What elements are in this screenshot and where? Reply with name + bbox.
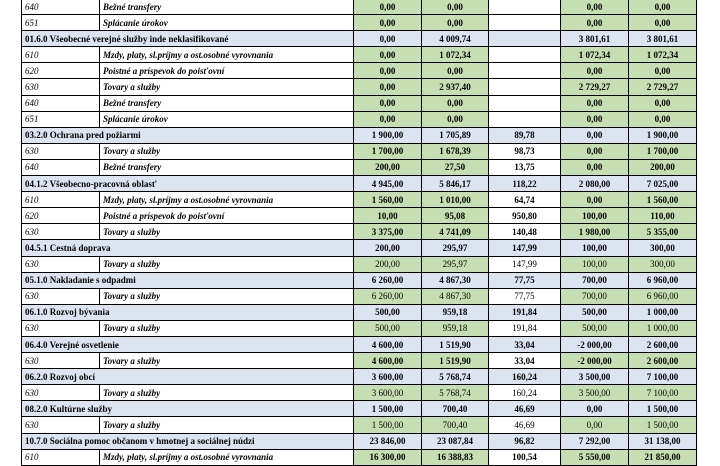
value-col-4: 3 500,00 [561,369,629,385]
value-col-3: 77,75 [489,288,561,304]
value-col-2: 0,00 [422,63,489,79]
budget-table-body [22,0,697,465]
item-code: 610 [22,192,100,208]
item-row [22,256,697,272]
value-col-2: 4 867,30 [422,288,489,304]
item-code: 640 [22,0,100,15]
section-label: 04.5.1 Cestná doprava [22,240,354,256]
item-code: 651 [22,15,100,31]
value-col-2: 1 678,39 [422,143,489,159]
value-col-5: 6 960,00 [629,288,697,304]
value-col-5: 110,00 [629,208,697,224]
value-col-1: 0,00 [354,111,422,127]
item-row [22,320,697,336]
value-col-1: 6 260,00 [354,272,422,288]
value-col-1: 1 500,00 [354,401,422,417]
value-col-1: 1 500,00 [354,417,422,433]
value-col-5: 1 072,34 [629,47,697,63]
value-col-1: 3 375,00 [354,224,422,240]
value-col-2: 959,18 [422,304,489,320]
item-label: Bežné transfery [100,0,354,15]
item-label: Tovary a služby [100,288,354,304]
value-col-3 [489,79,561,95]
value-col-1: 200,00 [354,240,422,256]
section-row [22,127,697,143]
value-col-1: 0,00 [354,79,422,95]
value-col-2: 1 072,34 [422,47,489,63]
value-col-5: 0,00 [629,63,697,79]
item-code: 630 [22,256,100,272]
value-col-3: 147,99 [489,240,561,256]
value-col-2: 959,18 [422,320,489,336]
item-row [22,192,697,208]
value-col-4: -2 000,00 [561,336,629,352]
value-col-1: 1 700,00 [354,143,422,159]
value-col-1: 10,00 [354,208,422,224]
value-col-1: 4 600,00 [354,353,422,369]
value-col-2: 2 937,40 [422,79,489,95]
value-col-2: 0,00 [422,111,489,127]
value-col-1: 0,00 [354,0,422,15]
item-code: 630 [22,320,100,336]
value-col-3: 191,84 [489,320,561,336]
item-code: 630 [22,417,100,433]
value-col-1: 500,00 [354,304,422,320]
value-col-4: 0,00 [561,111,629,127]
value-col-5: 300,00 [629,256,697,272]
value-col-3 [489,0,561,15]
value-col-4: 0,00 [561,417,629,433]
item-code: 630 [22,385,100,401]
value-col-2: 5 768,74 [422,369,489,385]
item-code: 630 [22,143,100,159]
item-label: Bežné transfery [100,159,354,175]
value-col-4: 0,00 [561,95,629,111]
value-col-2: 295,97 [422,240,489,256]
value-col-4: 100,00 [561,256,629,272]
value-col-2: 16 388,83 [422,449,489,465]
value-col-4: 0,00 [561,192,629,208]
item-row [22,79,697,95]
section-row [22,272,697,288]
value-col-4: 2 080,00 [561,176,629,192]
value-col-5: 1 700,00 [629,143,697,159]
value-col-1: 3 600,00 [354,369,422,385]
value-col-2: 95,08 [422,208,489,224]
value-col-3: 33,04 [489,336,561,352]
value-col-1: 16 300,00 [354,449,422,465]
section-label: 06.4.0 Verejné osvetlenie [22,336,354,352]
value-col-4: 0,00 [561,401,629,417]
value-col-2: 4 741,09 [422,224,489,240]
item-row [22,63,697,79]
value-col-3: 191,84 [489,304,561,320]
item-row [22,15,697,31]
section-row [22,176,697,192]
value-col-1: 3 600,00 [354,385,422,401]
item-label: Poistné a príspevok do poisťovní [100,63,354,79]
value-col-5: 0,00 [629,95,697,111]
value-col-5: 200,00 [629,159,697,175]
item-row [22,143,697,159]
value-col-4: 100,00 [561,208,629,224]
value-col-3: 950,80 [489,208,561,224]
item-code: 630 [22,288,100,304]
value-col-2: 5 768,74 [422,385,489,401]
item-row [22,47,697,63]
value-col-5: 2 600,00 [629,336,697,352]
item-row [22,95,697,111]
value-col-5: 21 850,00 [629,449,697,465]
value-col-4: 700,00 [561,272,629,288]
section-row [22,433,697,449]
value-col-4: 7 292,00 [561,433,629,449]
value-col-5: 7 100,00 [629,385,697,401]
value-col-4: 5 550,00 [561,449,629,465]
value-col-1: 0,00 [354,47,422,63]
value-col-5: 1 900,00 [629,127,697,143]
value-col-4: 700,00 [561,288,629,304]
value-col-1: 0,00 [354,15,422,31]
value-col-5: 31 138,00 [629,433,697,449]
item-row [22,0,697,15]
section-row [22,31,697,47]
value-col-4: 1 980,00 [561,224,629,240]
value-col-4: 0,00 [561,127,629,143]
value-col-3: 77,75 [489,272,561,288]
value-col-3 [489,111,561,127]
item-label: Bežné transfery [100,95,354,111]
item-code: 620 [22,63,100,79]
value-col-2: 0,00 [422,95,489,111]
item-code: 610 [22,47,100,63]
value-col-3: 147,99 [489,256,561,272]
value-col-5: 300,00 [629,240,697,256]
item-row [22,224,697,240]
section-label: 08.2.0 Kultúrne služby [22,401,354,417]
item-label: Tovary a služby [100,385,354,401]
section-label: 01.6.0 Všeobecné verejné služby inde neklasifikované [22,31,354,47]
value-col-2: 700,40 [422,401,489,417]
item-label: Mzdy, platy, sl.príjmy a ost.osobné vyrovnania [100,449,354,465]
item-code: 640 [22,159,100,175]
section-label: 04.1.2 Všeobecno-pracovná oblasť [22,176,354,192]
value-col-5: 1 000,00 [629,304,697,320]
value-col-3: 46,69 [489,417,561,433]
value-col-2: 1 010,00 [422,192,489,208]
item-code: 651 [22,111,100,127]
item-row [22,449,697,465]
value-col-1: 1 560,00 [354,192,422,208]
item-row [22,353,697,369]
value-col-4: 0,00 [561,15,629,31]
value-col-3: 140,48 [489,224,561,240]
budget-table [21,0,697,466]
value-col-4: 0,00 [561,143,629,159]
item-label: Tovary a služby [100,224,354,240]
section-row [22,240,697,256]
value-col-3: 46,69 [489,401,561,417]
item-label: Tovary a služby [100,143,354,159]
item-label: Mzdy, platy, sl.príjmy a ost.osobné vyrovnania [100,192,354,208]
item-code: 630 [22,79,100,95]
item-row [22,288,697,304]
value-col-3: 64,74 [489,192,561,208]
item-code: 640 [22,95,100,111]
value-col-3: 160,24 [489,369,561,385]
value-col-4: 3 500,00 [561,385,629,401]
value-col-5: 1 500,00 [629,401,697,417]
section-row [22,401,697,417]
item-code: 630 [22,353,100,369]
section-label: 03.2.0 Ochrana pred požiarmi [22,127,354,143]
value-col-5: 1 500,00 [629,417,697,433]
value-col-2: 1 705,89 [422,127,489,143]
section-label: 10.7.0 Sociálna pomoc občanom v hmotnej a sociálnej núdzi [22,433,354,449]
value-col-1: 1 900,00 [354,127,422,143]
value-col-5: 7 100,00 [629,369,697,385]
value-col-3 [489,95,561,111]
value-col-5: 6 960,00 [629,272,697,288]
item-row [22,417,697,433]
item-row [22,159,697,175]
item-label: Tovary a služby [100,320,354,336]
value-col-1: 0,00 [354,63,422,79]
item-code: 610 [22,449,100,465]
item-label: Tovary a služby [100,417,354,433]
value-col-2: 0,00 [422,0,489,15]
section-label: 05.1.0 Nakladanie s odpadmi [22,272,354,288]
value-col-2: 4 009,74 [422,31,489,47]
value-col-3 [489,63,561,79]
value-col-1: 0,00 [354,31,422,47]
value-col-4: -2 000,00 [561,353,629,369]
item-label: Splácanie úrokov [100,111,354,127]
item-row [22,208,697,224]
section-label: 06.1.0 Rozvoj bývania [22,304,354,320]
value-col-1: 4 600,00 [354,336,422,352]
value-col-3 [489,15,561,31]
value-col-3: 13,75 [489,159,561,175]
value-col-2: 23 087,84 [422,433,489,449]
value-col-2: 1 519,90 [422,353,489,369]
value-col-3: 96,82 [489,433,561,449]
value-col-4: 100,00 [561,240,629,256]
value-col-3: 98,73 [489,143,561,159]
value-col-4: 0,00 [561,0,629,15]
value-col-2: 5 846,17 [422,176,489,192]
value-col-5: 1 000,00 [629,320,697,336]
item-label: Poistné a príspevok do poisťovní [100,208,354,224]
value-col-2: 27,50 [422,159,489,175]
value-col-5: 3 801,61 [629,31,697,47]
item-label: Tovary a služby [100,256,354,272]
value-col-4: 0,00 [561,159,629,175]
value-col-3 [489,47,561,63]
section-row [22,304,697,320]
value-col-5: 0,00 [629,15,697,31]
value-col-5: 2 600,00 [629,353,697,369]
value-col-4: 500,00 [561,304,629,320]
item-code: 630 [22,224,100,240]
value-col-2: 1 519,90 [422,336,489,352]
item-row [22,111,697,127]
item-label: Tovary a služby [100,79,354,95]
section-label: 06.2.0 Rozvoj obcí [22,369,354,385]
value-col-4: 0,00 [561,63,629,79]
value-col-5: 2 729,27 [629,79,697,95]
value-col-2: 700,40 [422,417,489,433]
value-col-3: 33,04 [489,353,561,369]
value-col-3: 100,54 [489,449,561,465]
value-col-5: 7 025,00 [629,176,697,192]
value-col-1: 4 945,00 [354,176,422,192]
value-col-3: 160,24 [489,385,561,401]
value-col-3: 118,22 [489,176,561,192]
value-col-5: 1 560,00 [629,192,697,208]
value-col-3: 89,78 [489,127,561,143]
value-col-4: 2 729,27 [561,79,629,95]
item-code: 620 [22,208,100,224]
value-col-2: 295,97 [422,256,489,272]
value-col-3 [489,31,561,47]
value-col-2: 4 867,30 [422,272,489,288]
item-row [22,385,697,401]
value-col-1: 6 260,00 [354,288,422,304]
value-col-1: 23 846,00 [354,433,422,449]
section-row [22,336,697,352]
item-label: Tovary a služby [100,353,354,369]
value-col-1: 200,00 [354,256,422,272]
item-label: Mzdy, platy, sl.príjmy a ost.osobné vyrovnania [100,47,354,63]
value-col-5: 0,00 [629,0,697,15]
value-col-4: 3 801,61 [561,31,629,47]
value-col-5: 0,00 [629,111,697,127]
item-label: Splácanie úrokov [100,15,354,31]
value-col-4: 500,00 [561,320,629,336]
value-col-5: 5 355,00 [629,224,697,240]
value-col-1: 200,00 [354,159,422,175]
section-row [22,369,697,385]
value-col-2: 0,00 [422,15,489,31]
value-col-4: 1 072,34 [561,47,629,63]
value-col-1: 500,00 [354,320,422,336]
value-col-1: 0,00 [354,95,422,111]
